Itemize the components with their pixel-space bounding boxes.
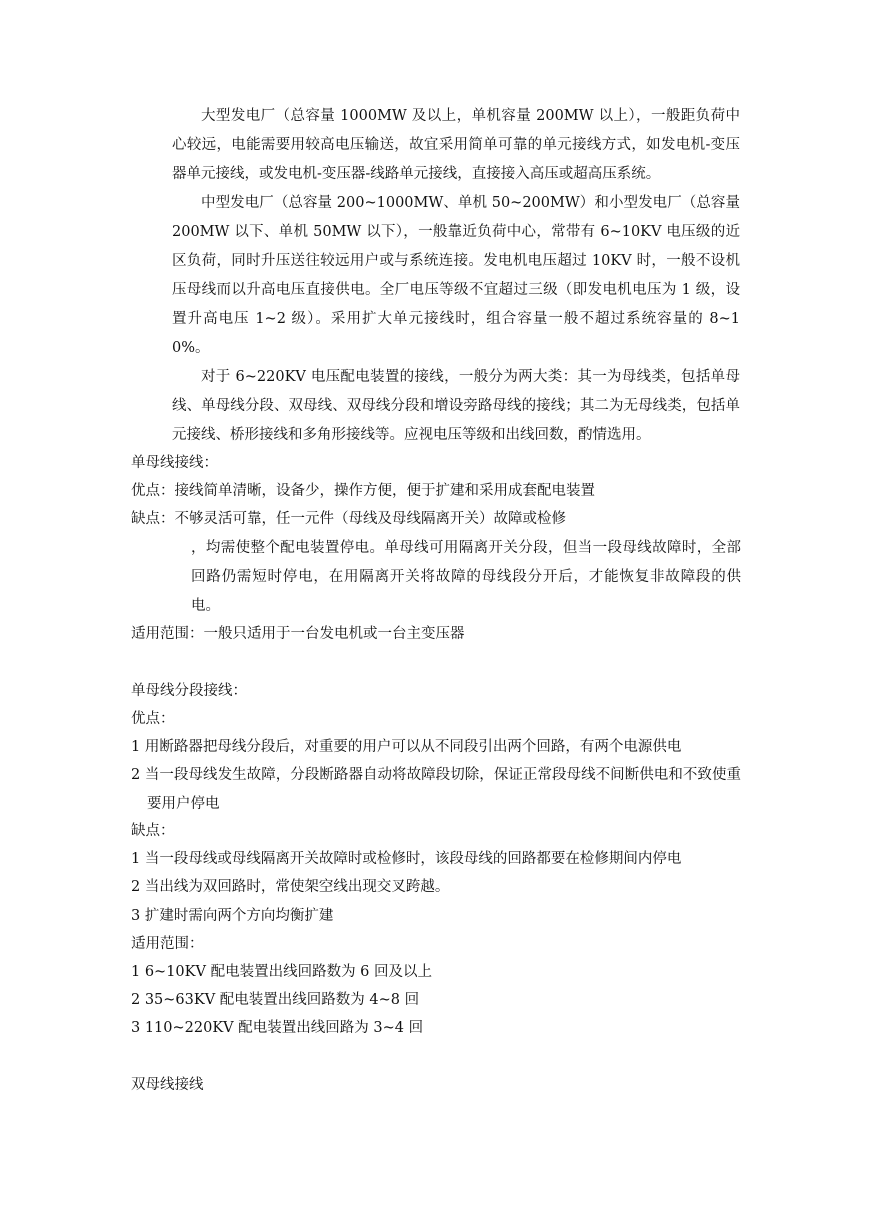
single-bus-cons: 缺点：不够灵活可靠，任一元件（母线及母线隔离开关）故障或检修 [131,511,566,527]
sectioned-bus-scope-label: 适用范围： [131,936,204,952]
sectioned-bus-con-2: 2 当出线为双回路时，常使架空线出现交叉跨越。 [131,879,450,895]
sectioned-bus-heading: 单母线分段接线： [131,683,247,699]
double-bus-heading: 双母线接线 [131,1077,204,1093]
sectioned-bus-scope-3: 3 110~220KV 配电装置出线回路为 3~4 回 [131,1020,424,1036]
sectioned-bus-cons-label: 缺点： [131,823,175,839]
sectioned-bus-pros-label: 优点： [131,711,175,727]
intro-section [172,102,740,450]
sectioned-bus-pro-2-text: 2 当一段母线发生故障，分段断路器自动将故障段切除，保证正常段母线不间断供电和不致使重要用户停电 [131,767,741,812]
single-bus-heading: 单母线接线： [131,455,218,471]
intro-paragraph-switchgear: 对于 6~220KV 电压配电装置的接线，一般分为两大类：其一为母线类，包括单母线、单母线分段、双母线、双母线分段和增设旁路母线的接线；其二为无母线类，包括单元接线、桥形接线和多角形接线等。应视电压等级和出线回数，酌情选用。 [172,369,740,443]
sectioned-bus-scope-1: 1 6~10KV 配电装置出线回路数为 6 回及以上 [131,964,433,980]
sectioned-bus-pro-2 [131,761,741,819]
single-bus-scope: 适用范围：一般只适用于一台发电机或一台主变压器 [131,626,465,642]
intro-paragraph-medium-small-plant: 中型发电厂（总容量 200~1000MW、单机 50~200MW）和小型发电厂（总容量 200MW 以下、单机 50MW 以下），一般靠近负荷中心，常带有 6~10KV 电压级的近区负荷，同时升压送往较远用户或与系统连接。发电机电压超过 10KV 时，一般不设机压母线而以升高电压直接供电。全厂电压等级不宜超过三级（即发电机电压为 1 级，设置升高电压 1~2 级）。采用扩大单元接线时，组合容量一般不超过系统容量的 8~10%。 [172,195,740,356]
single-bus-pros: 优点：接线简单清晰，设备少，操作方便，便于扩建和采用成套配电装置 [131,483,595,499]
intro-paragraph-large-plant: 大型发电厂（总容量 1000MW 及以上，单机容量 200MW 以上），一般距负荷中心较远，电能需要用较高电压输送，故宜采用简单可靠的单元接线方式，如发电机-变压器单元接线，或发电机-变压器-线路单元接线，直接接入高压或超高压系统。 [172,108,740,182]
sectioned-bus-con-3: 3 扩建时需向两个方向均衡扩建 [131,908,334,924]
sectioned-bus-scope-2: 2 35~63KV 配电装置出线回路数为 4~8 回 [131,992,420,1008]
sectioned-bus-pro-1: 1 用断路器把母线分段后，对重要的用户可以从不同段引出两个回路，有两个电源供电 [131,739,682,755]
sectioned-bus-con-1: 1 当一段母线或母线隔离开关故障时或检修时，该段母线的回路都要在检修期间内停电 [131,851,682,867]
single-bus-cons-continued: ，均需使整个配电装置停电。单母线可用隔离开关分段，但当一段母线故障时，全部回路仍需短时停电，在用隔离开关将故障的母线段分开后，才能恢复非故障段的供电。 [191,540,741,614]
